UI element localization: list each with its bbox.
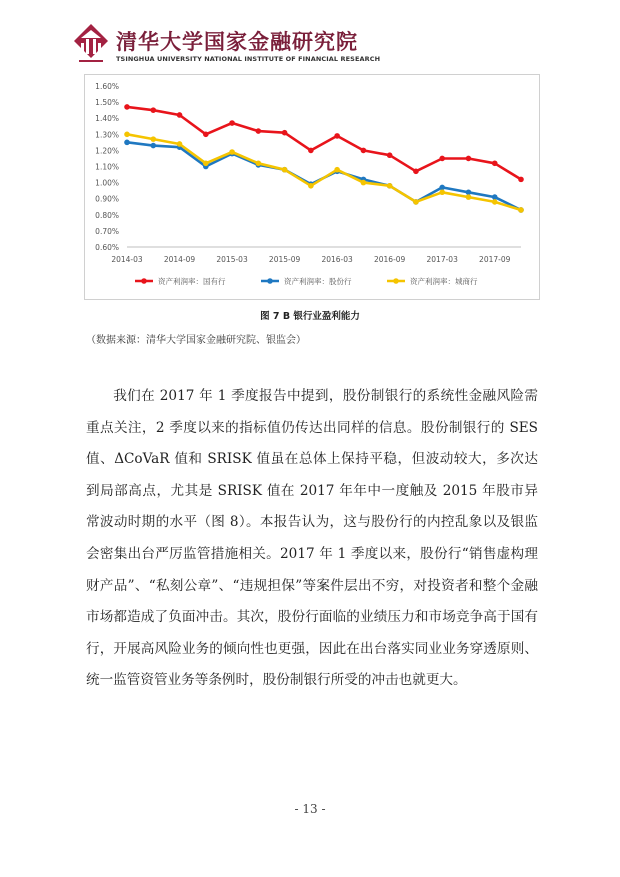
figure-source: （数据来源：清华大学国家金融研究院、银监会） [86, 335, 306, 346]
data-point [361, 180, 367, 186]
y-tick-label: 1.10% [95, 162, 119, 172]
data-point [518, 207, 524, 213]
series-line-1 [127, 107, 521, 179]
data-point [334, 167, 340, 173]
org-name-en: TSINGHUA UNIVERSITY NATIONAL INSTITUTE OF FINANCIAL RESEARCH [116, 55, 381, 63]
data-point [177, 112, 183, 118]
org-name-cn: 清华大学国家金融研究院 [116, 30, 358, 54]
series-line-2 [127, 142, 521, 210]
legend-marker [393, 278, 399, 284]
data-point [203, 132, 209, 138]
x-tick-label: 2014-09 [163, 255, 196, 264]
data-point [150, 136, 156, 142]
legend-marker [267, 278, 273, 284]
y-tick-label: 1.60% [95, 82, 119, 91]
figure-caption: 图 7 B 银行业盈利能力 [260, 311, 360, 322]
data-point [229, 149, 235, 155]
data-point [282, 130, 288, 136]
roa-line-chart [84, 74, 540, 300]
data-point [466, 156, 472, 162]
legend-label: 资产利润率：股份行 [284, 277, 352, 286]
data-point [256, 128, 262, 134]
page-number: - 13 - [294, 802, 326, 816]
data-point [492, 199, 498, 205]
legend-marker [141, 278, 147, 284]
y-tick-label: 1.30% [95, 130, 119, 140]
data-point [439, 189, 445, 195]
y-tick-label: 0.70% [95, 226, 119, 236]
y-tick-label: 0.80% [95, 210, 119, 220]
data-point [334, 133, 340, 139]
data-point [308, 148, 314, 154]
data-point [466, 189, 472, 195]
data-point [282, 167, 288, 173]
y-tick-label: 1.40% [95, 114, 119, 124]
x-tick-label: 2017-03 [426, 255, 458, 264]
data-point [518, 177, 524, 183]
x-tick-label: 2016-09 [373, 255, 406, 264]
y-tick-label: 1.50% [95, 98, 119, 108]
data-point [308, 183, 314, 189]
x-tick-label: 2017-09 [479, 255, 511, 264]
data-point [229, 120, 235, 126]
y-tick-label: 0.60% [95, 243, 119, 252]
body-paragraph: 我们在 2017 年 1 季度报告中提到，股份制银行的系统性金融风险需重点关注，2 季度以来的指标值仍传达出同样的信息。股份制银行的 SES 值、ΔCoVaR 值和 SRISK 值虽在总体上保持平稳，但波动较大，多次达到局部高点，尤其是 SRISK 值在 2017 年年中一度触及 2015 年股市异常波动时期的水平（图 8）。本报告认为，这与股份行的内控乱象以及银监会密集出台严厉监管措施相关。2017 年 1 季度以来，股份行“销售虚构理财产品”、“私刻公章”、“违规担保”等案件层出不穷，对投资者和整个金融市场都造成了负面冲击。其次，股份行面临的业绩压力和市场竞争高于国有行，开展高风险业务的倾向性也更强，因此在出台落实同业业务穿透原则、统一监管资管业务等条例时，股份制银行所受的冲击也就更大。 [86, 388, 538, 689]
x-tick-label: 2016-03 [321, 255, 353, 264]
data-point [439, 185, 445, 191]
data-point [150, 107, 156, 113]
data-point [124, 104, 130, 110]
x-tick-label: 2015-03 [216, 255, 248, 264]
data-point [492, 194, 498, 200]
data-point [387, 152, 393, 158]
data-point [361, 148, 367, 154]
data-point [466, 194, 472, 200]
institute-logo-icon [72, 22, 110, 66]
data-point [413, 169, 419, 175]
x-tick-label: 2014-03 [111, 255, 143, 264]
data-point [413, 199, 419, 205]
data-point [492, 160, 498, 166]
data-point [203, 160, 209, 166]
data-point [387, 183, 393, 189]
data-point [439, 156, 445, 162]
data-point [177, 141, 183, 147]
legend-label: 资产利润率：城商行 [410, 277, 478, 286]
x-tick-label: 2015-09 [268, 255, 301, 264]
data-point [124, 140, 130, 146]
data-point [150, 143, 156, 149]
chart-canvas [85, 75, 539, 299]
y-tick-label: 1.20% [95, 146, 119, 156]
page-header [72, 20, 381, 70]
y-tick-label: 0.90% [95, 194, 119, 204]
y-tick-label: 1.00% [95, 178, 119, 188]
series-line-3 [127, 134, 521, 210]
legend-label: 资产利润率：国有行 [158, 277, 226, 286]
data-point [256, 160, 262, 166]
data-point [124, 132, 130, 138]
